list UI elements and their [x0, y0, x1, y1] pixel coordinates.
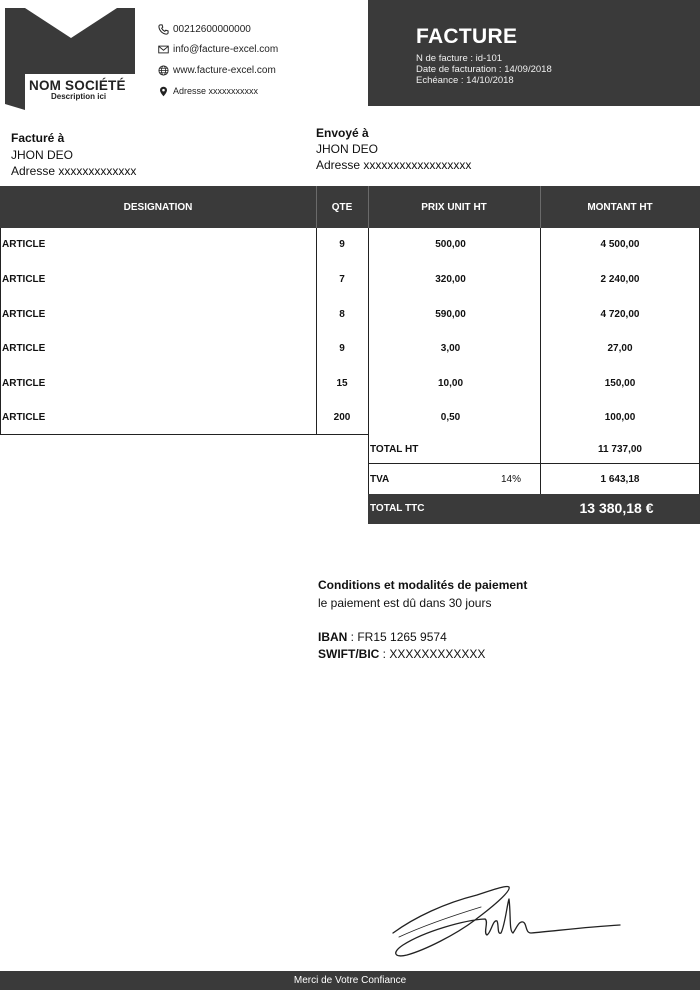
invoice-due-date: Echéance : 14/10/2018: [416, 75, 514, 86]
ship-to-name: JHON DEO: [316, 142, 379, 156]
row-unit-price: 0,50: [440, 412, 461, 423]
invoice-number: N de facture : id-101: [416, 53, 503, 64]
invoice-title: FACTURE: [416, 25, 518, 48]
total-ttc-value: 13 380,18 €: [579, 500, 654, 516]
company-name: NOM SOCIÉTÉ: [29, 78, 126, 93]
total-ht-value: 11 737,00: [598, 444, 642, 455]
total-ht-label: TOTAL HT: [370, 444, 419, 455]
email-address: info@facture-excel.com: [173, 43, 279, 55]
bill-to-heading: Facturé à: [11, 131, 65, 145]
row-designation: ARTICLE: [2, 274, 46, 285]
iban-value: : FR15 1265 9574: [347, 630, 447, 644]
tva-label: TVA: [370, 474, 390, 485]
row-qty: 15: [336, 378, 348, 389]
mail-icon: [157, 43, 169, 55]
row-qty: 9: [339, 239, 345, 250]
swift-label: SWIFT/BIC: [318, 647, 380, 661]
row-qty: 7: [339, 274, 345, 285]
header-divider: [540, 186, 541, 228]
row-unit-price: 10,00: [437, 378, 464, 389]
total-ttc-label: TOTAL TTC: [370, 503, 425, 514]
column-header-unit-price: PRIX UNIT HT: [368, 186, 540, 228]
row-qty: 200: [333, 412, 351, 423]
row-amount: 100,00: [604, 412, 636, 423]
footer-bar: [0, 971, 700, 990]
column-header-qty: QTE: [316, 186, 368, 228]
invoice-date: Date de facturation : 14/09/2018: [416, 64, 552, 75]
row-unit-price: 590,00: [435, 309, 466, 320]
iban-line: [318, 630, 447, 644]
contact-address: [157, 85, 258, 97]
globe-icon: [157, 64, 169, 76]
table-border-left: [0, 228, 1, 435]
tva-rate: 14%: [501, 474, 522, 485]
signature: [385, 875, 630, 960]
row-amount: 150,00: [604, 378, 636, 389]
row-designation: ARTICLE: [2, 343, 46, 354]
swift-line: [318, 647, 485, 661]
table-divider-price: [368, 228, 369, 524]
website-url: www.facture-excel.com: [173, 64, 276, 76]
payment-terms: le paiement est dû dans 30 jours: [318, 596, 492, 610]
row-unit-price: 320,00: [435, 274, 466, 285]
column-header-designation: DESIGNATION: [0, 186, 316, 228]
company-address: Adresse xxxxxxxxxxx: [173, 86, 259, 96]
table-divider-qty: [316, 228, 317, 435]
tva-value: 1 643,18: [600, 474, 640, 485]
invoice-header-block: [368, 0, 700, 106]
row-designation: ARTICLE: [2, 309, 46, 320]
row-qty: 8: [339, 309, 345, 320]
total-ttc-bar: [368, 494, 700, 524]
contact-phone: [157, 23, 251, 35]
phone-icon: [157, 23, 169, 35]
header-divider: [368, 186, 369, 228]
contact-website: [157, 64, 276, 76]
header-divider: [316, 186, 317, 228]
phone-number: 00212600000000: [173, 23, 251, 35]
row-unit-price: 500,00: [435, 239, 466, 250]
row-unit-price: 3,00: [440, 343, 461, 354]
contact-email: [157, 43, 278, 55]
row-amount: 4 720,00: [600, 309, 640, 320]
row-amount: 4 500,00: [600, 239, 640, 250]
row-designation: ARTICLE: [2, 239, 46, 250]
company-description: Description ici: [51, 92, 107, 101]
column-header-amount: MONTANT HT: [540, 186, 700, 228]
row-designation: ARTICLE: [2, 378, 46, 389]
location-pin-icon: [157, 85, 169, 97]
row-qty: 9: [339, 343, 345, 354]
bill-to-name: JHON DEO: [11, 148, 74, 162]
iban-label: IBAN: [318, 630, 348, 644]
table-border-bottom: [0, 434, 368, 435]
swift-value: : XXXXXXXXXXXX: [379, 647, 486, 661]
ship-to-heading: Envoyé à: [316, 126, 369, 140]
row-designation: ARTICLE: [2, 412, 46, 423]
footer-text: Merci de Votre Confiance: [293, 975, 407, 986]
row-amount: 27,00: [607, 343, 633, 354]
totals-divider: [368, 463, 700, 464]
row-amount: 2 240,00: [600, 274, 640, 285]
bill-to-address: Adresse xxxxxxxxxxxxx: [11, 164, 137, 178]
ship-to-address: Adresse xxxxxxxxxxxxxxxxxx: [316, 158, 472, 172]
payment-heading: Conditions et modalités de paiement: [318, 578, 528, 592]
